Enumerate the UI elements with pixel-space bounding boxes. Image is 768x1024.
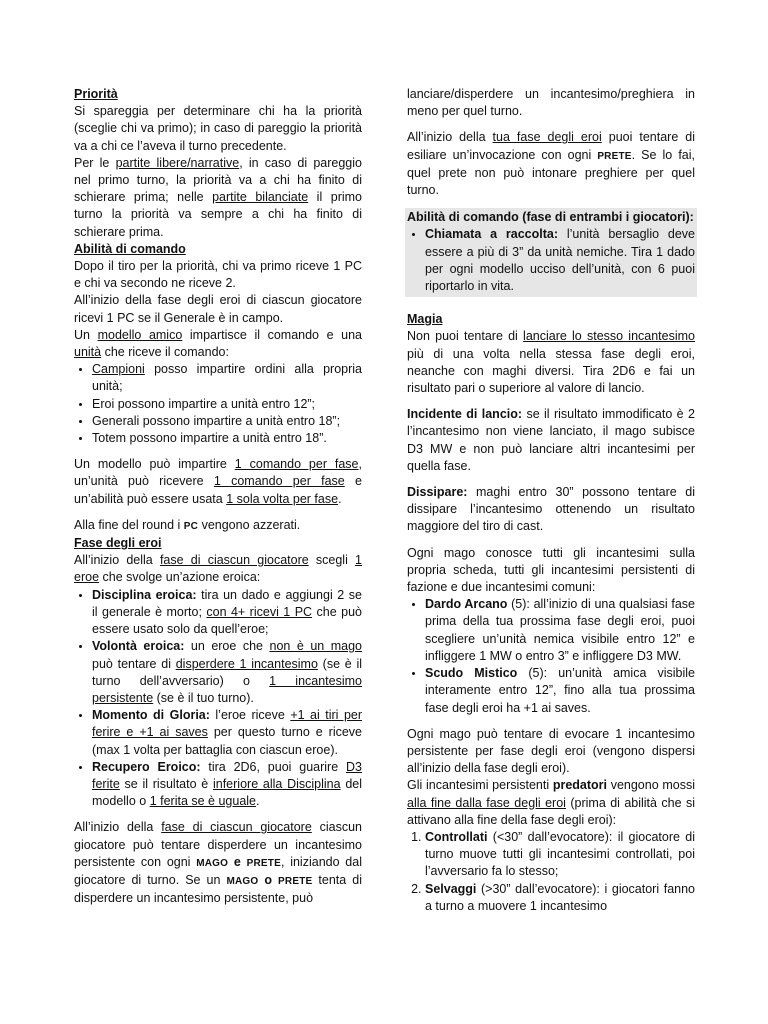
list-item: • Recupero Eroico: tira 2D6, puoi guarire D3 ferite se il risultato è inferiore alla Disciplina del modello o 1 ferita se è uguale.: [92, 759, 362, 811]
left-column: [74, 86, 362, 907]
paragraph: Ogni mago può tentare di evocare 1 incantesimo persistente per fase degli eroi (vengono dispersi all’inizio della fase degli eroi).: [407, 726, 695, 776]
paragraph: Un modello può impartire 1 comando per fase, un’unità può ricevere 1 comando per fase e un’abilità può essere usata 1 sola volta per fase.: [74, 457, 362, 506]
list-item: • Momento di Gloria: l’eroe riceve +1 ai tiri per ferire e +1 ai saves per questo turno e riceve (max 1 volta per battaglia con ciascun eroe).: [92, 707, 362, 759]
list-item: 2. Selvaggi (>30” dall’evocatore): i giocatori fanno a turno a muovere 1 incantesimo: [425, 881, 695, 915]
list-item: • Campioni posso impartire ordini alla propria unità;: [92, 361, 362, 395]
list-item: • Totem possono impartire a unità entro 18”.: [92, 430, 362, 447]
paragraph: All’inizio della fase degli eroi di ciascun giocatore ricevi 1 PC se il Generale è in campo.: [74, 293, 362, 325]
list-item: 1. Controllati (<30” dall’evocatore): il giocatore di turno muove tutti gli incantesimi controllati, poi l’avversario fa lo stesso;: [425, 829, 695, 881]
section-heading-comando-entrambi: Abilità di comando (fase di entrambi i giocatori):: [407, 210, 694, 225]
paragraph: Gli incantesimi persistenti predatori vengono mossi alla fine dalla fase degli eroi (prima di abilità che si attivano alla fine della fase degli eroi):: [407, 778, 695, 827]
paragraph: lanciare/disperdere un incantesimo/preghiera in meno per quel turno.: [407, 87, 695, 119]
section-heading-fase-eroi: Fase degli eroi: [74, 536, 162, 551]
paragraph: Dissipare: maghi entro 30” possono tentare di dissipare l’incantesimo ottenendo un risultato maggiore del tiro di cast.: [407, 485, 695, 534]
paragraph: All’inizio della fase di ciascun giocatore ciascun giocatore può tentare disperdere un incantesimo persistente con ogni MAGO e PRETE, iniziando dal giocatore di turno. Se un MAGO o PRETE tenta di disperdere un incantesimo persistente, può: [74, 820, 362, 906]
list-item: • Generali possono impartire a unità entro 18”;: [92, 413, 362, 430]
right-column: [407, 86, 695, 915]
predatory-spells-list: [407, 829, 695, 915]
list-item: • Volontà eroica: un eroe che non è un mago può tentare di disperdere 1 incantesimo (se è il turno dell’avversario) o 1 incantesimo persistente (se è il tuo turno).: [92, 638, 362, 707]
paragraph: Si spareggia per determinare chi ha la priorità (sceglie chi va primo); in caso di pareggio la priorità va a chi ce l’aveva il turno precedente.: [74, 104, 362, 153]
paragraph: All’inizio della tua fase degli eroi puoi tentare di esiliare un’invocazione con ogni PRETE. Se lo fai, quel prete non può intonare preghiere per quel turno.: [407, 130, 695, 198]
paragraph: Un modello amico impartisce il comando e una unità che riceve il comando:: [74, 327, 363, 360]
paragraph: Per le partite libere/narrative, in caso di pareggio nel primo turno, la priorità va a chi ha finito di schierare prima; nelle partite bilanciate il primo turno la priorità va sempre a chi ha finito di schierare prima.: [74, 155, 363, 239]
list-item: • Chiamata a raccolta: l’unità bersaglio deve essere a più di 3” da unità nemiche. Tira 1 dado per ogni modello ucciso dell’unità, con 6 puoi riportarlo in vita.: [425, 226, 695, 295]
list-item: • Eroi possono impartire a unità entro 12”;: [92, 396, 362, 413]
section-heading-comando: Abilità di comando: [74, 241, 186, 256]
section-heading-priorita: Priorità: [74, 87, 118, 101]
spells-list: [407, 596, 695, 716]
list-item: • Scudo Mistico (5): un’unità amica visibile interamente entro 12”, fino alla tua prossima fase degli eroi ha +1 ai saves.: [425, 665, 695, 717]
paragraph: Incidente di lancio: se il risultato immodificato è 2 l’incantesimo non viene lanciato, il mago subisce D3 MW e non può lanciare altri incantesimi per quella fase.: [407, 407, 695, 473]
paragraph: Non puoi tentare di lanciare lo stesso incantesimo più di una volta nella stessa fase degli eroi, neanche con maghi diversi. Tira 2D6 e fai un risultato pari o superiore al valore di lancio.: [407, 329, 695, 396]
paragraph: Alla fine del round i PC vengono azzerati.: [74, 517, 301, 532]
list-item: • Dardo Arcano (5): all’inizio di una qualsiasi fase prima della tua prossima fase degli eroi, puoi scegliere un’unità nemica visibile entro 12” e infliggere 1 MW o entro 3” e infliggere D3 MW.: [425, 596, 695, 665]
paragraph: Dopo il tiro per la priorità, chi va primo riceve 1 PC e chi va secondo ne riceve 2.: [74, 259, 362, 291]
section-heading-magia: Magia: [407, 312, 443, 327]
command-list: [74, 361, 362, 447]
rally-list: [407, 226, 695, 295]
list-item: • Disciplina eroica: tira un dado e aggiungi 2 se il generale è morto; con 4+ ricevi 1 PC che può essere usato solo da quell’eroe;: [92, 587, 362, 639]
command-ability-box: [405, 208, 697, 297]
heroic-actions-list: [74, 587, 362, 811]
paragraph: All’inizio della fase di ciascun giocatore scegli 1 eroe che svolge un’azione eroica:: [74, 553, 362, 585]
paragraph: Ogni mago conosce tutti gli incantesimi sulla propria scheda, tutti gli incantesimi persistenti di fazione e due incantesimi comuni:: [407, 545, 695, 595]
